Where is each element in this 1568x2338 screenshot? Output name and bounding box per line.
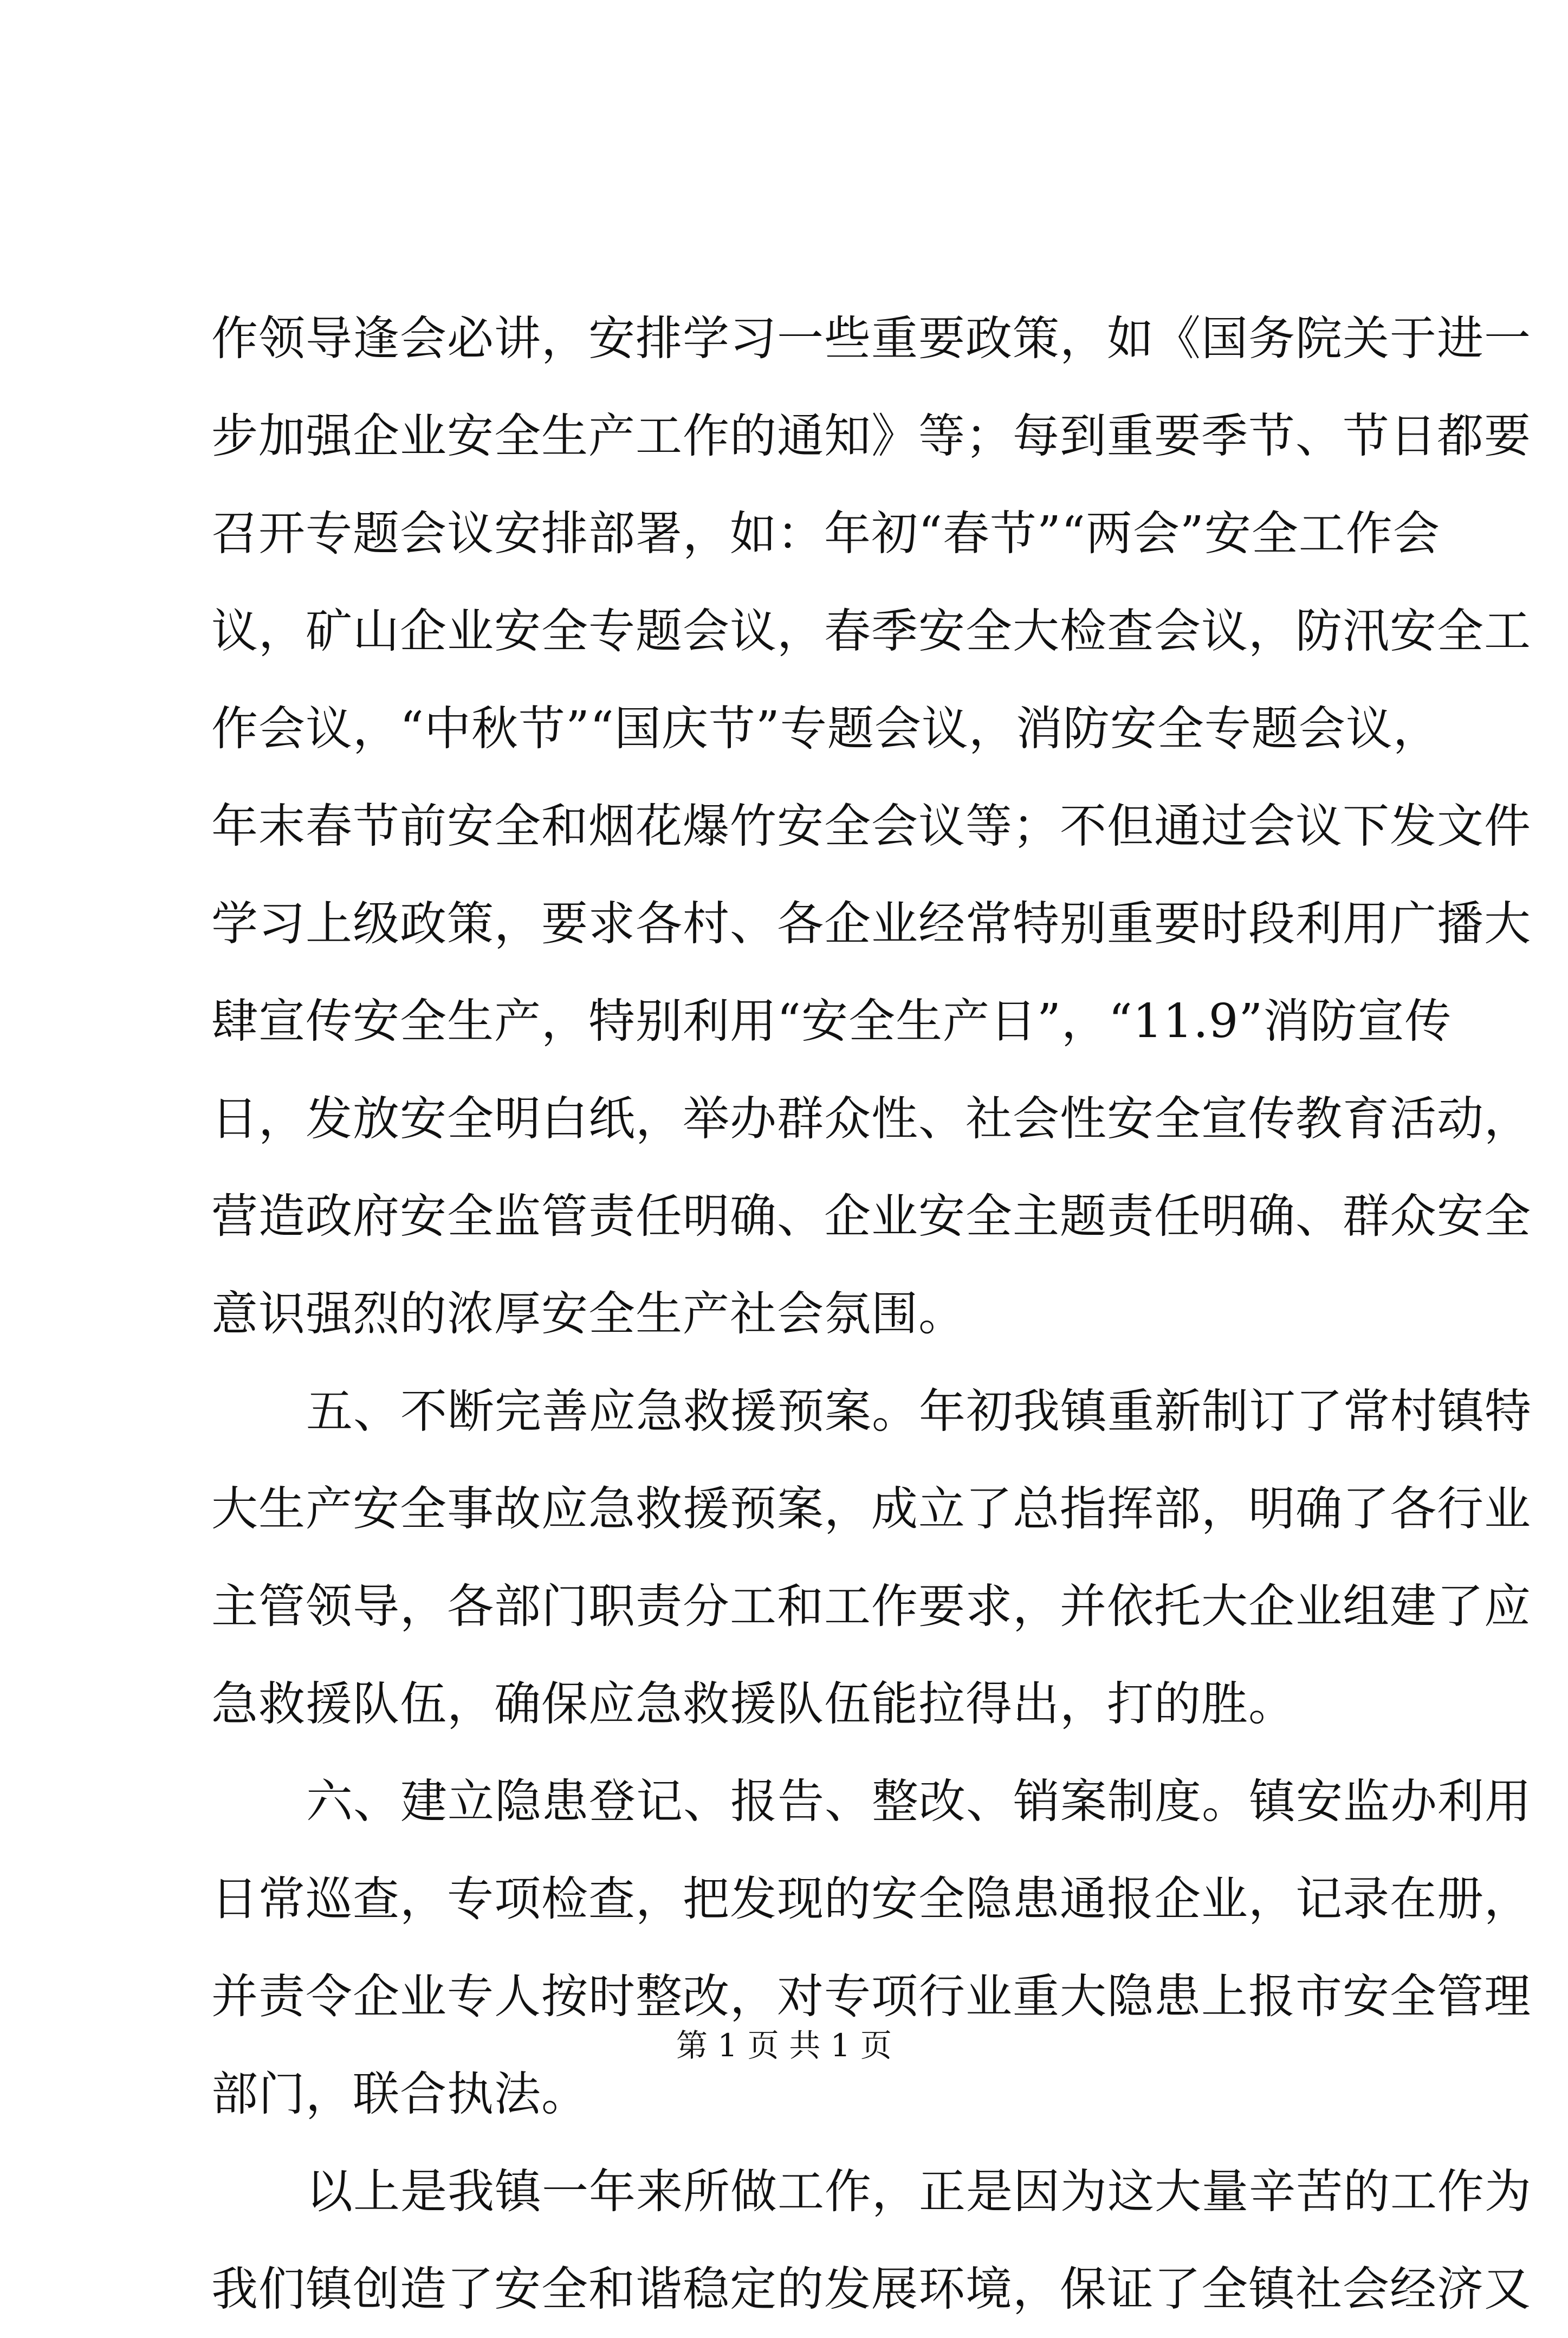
page-footer (0, 2024, 1568, 2067)
text-line: 召开专题会议安排部署，如：年初“春节”“两会”安全工作会 (211, 507, 1440, 561)
text-line: 年末春节前安全和烟花爆竹安全会议等；不但通过会议下发文件 (211, 799, 1531, 853)
text-line: 主管领导，各部门职责分工和工作要求，并依托大企业组建了应 (211, 1579, 1531, 1634)
text-line: 意识强烈的浓厚安全生产社会氛围。 (211, 1287, 966, 1341)
text-line: 日常巡查，专项检查，把发现的安全隐患通报企业，记录在册， (211, 1872, 1531, 1926)
text-line: 议，矿山企业安全专题会议，春季安全大检查会议，防汛安全工 (211, 604, 1531, 658)
text-line: 并责令企业专人按时整改，对专项行业重大隐患上报市安全管理 (211, 1970, 1531, 2024)
text-line: 部门，联合执法。 (211, 2067, 588, 2121)
text-line: 大生产安全事故应急救援预案，成立了总指挥部，明确了各行业 (211, 1482, 1531, 1536)
text-line: 日，发放安全明白纸，举办群众性、社会性安全宣传教育活动， (211, 1092, 1531, 1146)
page-number: 第 1 页 共 1 页 (676, 2027, 892, 2064)
paragraph-start-line: 五、不断完善应急救援预案。年初我镇重新制订了常村镇特 (306, 1384, 1532, 1439)
text-line: 步加强企业安全生产工作的通知》等；每到重要季节、节日都要 (211, 409, 1531, 463)
text-line: 急救援队伍，确保应急救援队伍能拉得出，打的胜。 (211, 1677, 1295, 1731)
text-line: 作会议，“中秋节”“国庆节”专题会议，消防安全专题会议， (211, 702, 1440, 756)
paragraph-start-line: 以上是我镇一年来所做工作，正是因为这大量辛苦的工作为 (306, 2165, 1532, 2219)
paragraph-start-line: 六、建立隐患登记、报告、整改、销案制度。镇安监办利用 (306, 1774, 1532, 1829)
text-line: 学习上级政策，要求各村、各企业经常特别重要时段利用广播大 (211, 897, 1531, 951)
text-line: 肆宣传安全生产，特别利用“安全生产日”，“11.9”消防宣传 (211, 994, 1452, 1048)
text-line: 作领导逢会必讲，安排学习一些重要政策，如《国务院关于进一 (211, 312, 1531, 366)
text-line: 我们镇创造了安全和谐稳定的发展环境，保证了全镇社会经济又 (211, 2262, 1531, 2316)
text-line: 营造政府安全监管责任明确、企业安全主题责任明确、群众安全 (211, 1189, 1531, 1244)
